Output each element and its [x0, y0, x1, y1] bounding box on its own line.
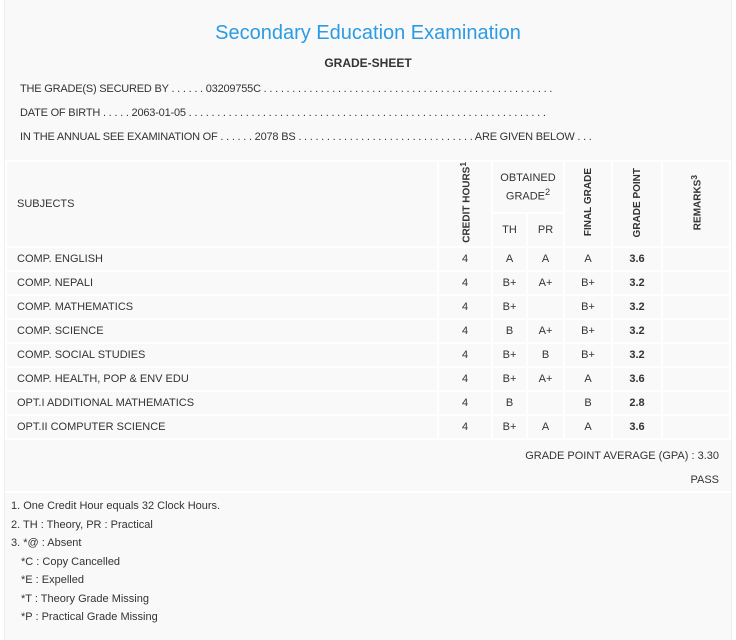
- remarks-cell: [662, 295, 730, 319]
- credit-cell: 4: [438, 415, 492, 439]
- grade-point-cell: 3.6: [612, 247, 662, 271]
- credit-cell: 4: [438, 391, 492, 415]
- footnote: 3. *@ : Absent: [11, 537, 82, 549]
- th-grade-cell: B+: [492, 367, 527, 391]
- pr-grade-cell: B: [527, 343, 564, 367]
- credit-cell: 4: [438, 319, 492, 343]
- subject-cell: COMP. NEPALI: [6, 271, 438, 295]
- final-grade-cell: A: [564, 247, 612, 271]
- table-row: [6, 319, 730, 343]
- dob-line: DATE OF BIRTH . . . . . 2063-01-05 . . . . . . . . . . . . . . . . . . . . . . . . . . . . . . . . . . . . . . . . . . . . . . . . . . . . . . . . . . . . . . .: [20, 107, 546, 119]
- credit-cell: 4: [438, 271, 492, 295]
- pr-grade-cell: A: [527, 415, 564, 439]
- header-th: TH: [492, 213, 527, 247]
- grade-point-cell: 3.6: [612, 367, 662, 391]
- table-row: [6, 343, 730, 367]
- header-grade-point: GRADE POINT: [612, 161, 662, 247]
- final-grade-cell: A: [564, 367, 612, 391]
- th-grade-cell: B: [492, 391, 527, 415]
- th-grade-cell: B+: [492, 295, 527, 319]
- th-grade-cell: B: [492, 319, 527, 343]
- final-grade-cell: A: [564, 415, 612, 439]
- final-grade-cell: B+: [564, 343, 612, 367]
- pr-grade-cell: A+: [527, 367, 564, 391]
- grade-point-cell: 3.2: [612, 295, 662, 319]
- final-grade-cell: B+: [564, 295, 612, 319]
- grade-point-cell: 2.8: [612, 391, 662, 415]
- footnote: *E : Expelled: [21, 574, 84, 586]
- th-grade-cell: B+: [492, 415, 527, 439]
- final-grade-cell: B+: [564, 319, 612, 343]
- subject-cell: COMP. MATHEMATICS: [6, 295, 438, 319]
- grade-sheet-heading: GRADE-SHEET: [324, 56, 412, 70]
- pr-grade-cell: [527, 295, 564, 319]
- remarks-cell: [662, 391, 730, 415]
- table-row: [6, 271, 730, 295]
- grade-point-cell: 3.2: [612, 319, 662, 343]
- header-remarks: REMARKS$^3$: [662, 161, 730, 247]
- table-row: [6, 415, 730, 439]
- page-title: Secondary Education Examination: [215, 22, 521, 44]
- subject-cell: COMP. HEALTH, POP & ENV EDU: [6, 367, 438, 391]
- subject-cell: COMP. ENGLISH: [6, 247, 438, 271]
- table-row: [6, 391, 730, 415]
- header-pr: PR: [527, 213, 564, 247]
- subject-cell: COMP. SOCIAL STUDIES: [6, 343, 438, 367]
- th-grade-cell: B+: [492, 271, 527, 295]
- header-subjects: SUBJECTS: [6, 161, 438, 247]
- table-row: [6, 247, 730, 271]
- pr-grade-cell: A: [527, 247, 564, 271]
- remarks-cell: [662, 343, 730, 367]
- footnote: *C : Copy Cancelled: [21, 555, 121, 568]
- grade-point-cell: 3.2: [612, 271, 662, 295]
- subject-cell: OPT.II COMPUTER SCIENCE: [6, 415, 438, 439]
- subject-cell: OPT.I ADDITIONAL MATHEMATICS: [6, 391, 438, 415]
- header-final-grade: FINAL GRADE: [564, 161, 612, 247]
- final-grade-cell: B+: [564, 271, 612, 295]
- pr-grade-cell: [527, 391, 564, 415]
- header-obtained-grade: OBTAINED GRADE$^2$: [492, 161, 564, 213]
- secured-by-line: THE GRADE(S) SECURED BY . . . . . . 03209755C . . . . . . . . . . . . . . . . . . . . . . . . . . . . . . . . . . . . . . . . . . . . . . . . . . .: [20, 83, 553, 95]
- grade-point-cell: 3.6: [612, 415, 662, 439]
- remarks-cell: [662, 319, 730, 343]
- footnote: *T : Theory Grade Missing: [21, 592, 149, 605]
- th-grade-cell: A: [492, 247, 527, 271]
- footnote: 2. TH : Theory, PR : Practical: [11, 518, 153, 531]
- divider: [5, 491, 731, 493]
- result-status: PASS: [690, 474, 719, 486]
- pr-grade-cell: A+: [527, 271, 564, 295]
- table-row: [6, 367, 730, 391]
- credit-cell: 4: [438, 367, 492, 391]
- table-row: [6, 295, 730, 319]
- th-grade-cell: B+: [492, 343, 527, 367]
- remarks-cell: [662, 247, 730, 271]
- credit-cell: 4: [438, 247, 492, 271]
- final-grade-cell: B: [564, 391, 612, 415]
- subject-cell: COMP. SCIENCE: [6, 319, 438, 343]
- grades-table: [5, 160, 731, 440]
- pr-grade-cell: A+: [527, 319, 564, 343]
- grade-point-cell: 3.2: [612, 343, 662, 367]
- remarks-cell: [662, 415, 730, 439]
- remarks-cell: [662, 271, 730, 295]
- header-credit-hours: CREDIT HOURS$^1$: [438, 161, 492, 247]
- credit-cell: 4: [438, 343, 492, 367]
- credit-cell: 4: [438, 295, 492, 319]
- grade-sheet: [4, 0, 732, 640]
- gpa-text: GRADE POINT AVERAGE (GPA) : 3.30: [525, 450, 719, 462]
- exam-line: IN THE ANNUAL SEE EXAMINATION OF . . . . . . 2078 BS . . . . . . . . . . . . . . . . . . . . . . . . . . . . . . . ARE GIVEN BELOW . . .: [20, 131, 592, 143]
- footnote: *P : Practical Grade Missing: [21, 611, 158, 623]
- footnotes: [11, 500, 220, 630]
- remarks-cell: [662, 367, 730, 391]
- footnote: 1. One Credit Hour equals 32 Clock Hours.: [11, 500, 221, 512]
